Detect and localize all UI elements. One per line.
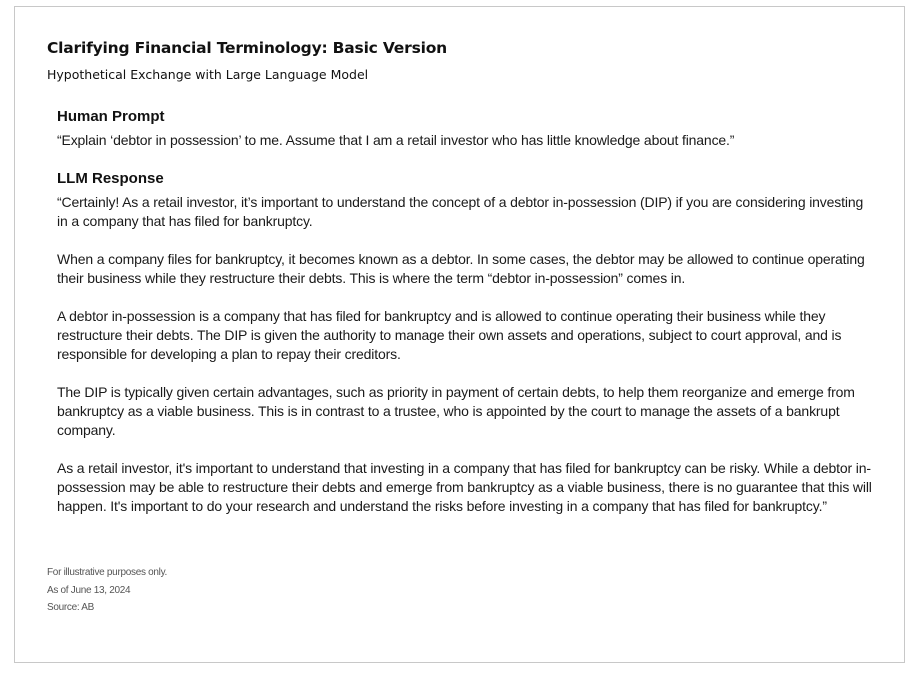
response-paragraph: When a company files for bankruptcy, it becomes known as a debtor. In some cases, the debtor may be allowed to continue operating their business while they restructure their debts. This is where the term “debtor in-possession” comes in. xyxy=(57,251,865,286)
footnotes xyxy=(47,564,167,617)
human-prompt-text: “Explain ‘debtor in possession’ to me. Assume that I am a retail investor who has little knowledge about finance.” xyxy=(57,132,735,148)
exhibit-subtitle: Hypothetical Exchange with Large Language Model xyxy=(47,67,369,82)
exhibit-title: Clarifying Financial Terminology: Basic Version xyxy=(47,39,447,57)
source-note: Source: AB xyxy=(47,602,95,613)
response-paragraph: A debtor in-possession is a company that has filed for bankruptcy and is allowed to continue operating their business while they restructure their debts. The DIP is given the authority to manage their own assets and operations, subject to court approval, and is responsible for developing a plan to repay their creditors. xyxy=(57,308,842,362)
response-paragraph: “Certainly! As a retail investor, it’s important to understand the concept of a debtor in-possession (DIP) if you are considering investing in a company that has filed for bankruptcy. xyxy=(57,194,864,229)
response-paragraph: As a retail investor, it's important to understand that investing in a company that has filed for bankruptcy can be risky. While a debtor in-possession may be able to restructure their debts and emerge from bankruptcy as a viable business, there is no guarantee that this will happen. It's important to do your research and understand the risks before investing in a company that has filed for bankruptcy.” xyxy=(57,460,872,514)
llm-response-body xyxy=(57,193,872,516)
human-prompt-heading: Human Prompt xyxy=(57,108,165,125)
response-paragraph: The DIP is typically given certain advantages, such as priority in payment of certain debts, to help them reorganize and emerge from bankruptcy as a viable business. This is in contrast to a trustee, who is appointed by the court to manage the assets of a bankrupt company. xyxy=(57,384,855,438)
exchange-content xyxy=(57,107,872,516)
disclaimer-note: For illustrative purposes only. xyxy=(47,567,168,578)
date-note: As of June 13, 2024 xyxy=(47,584,131,596)
llm-response-heading: LLM Response xyxy=(57,170,164,187)
